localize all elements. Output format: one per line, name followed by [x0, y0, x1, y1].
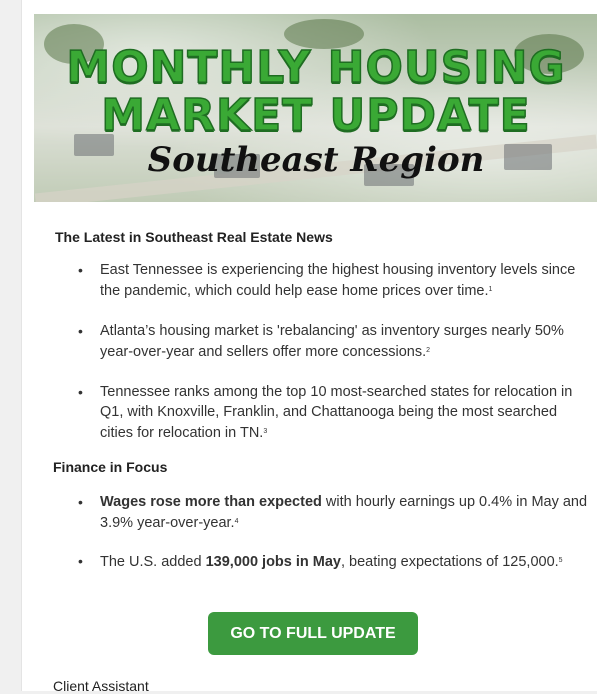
list-item-text: with hourly earnings up 0.4% in May and 3.9% year-over-year.	[100, 494, 588, 531]
footnote-ref: 4	[234, 518, 239, 525]
list-item-text: , beating expectations of 125,000.	[341, 554, 559, 570]
go-to-full-update-button[interactable]: GO TO FULL UPDATE	[208, 612, 418, 655]
footer-signature: Client Assistant	[53, 678, 149, 694]
news-list	[78, 260, 588, 463]
banner-title-line1: MONTHLY HOUSING	[66, 42, 566, 93]
section-heading-news: The Latest in Southeast Real Estate News	[55, 229, 333, 245]
list-item	[78, 492, 588, 533]
footnote-ref: 5	[558, 557, 563, 564]
footnote-ref: 1	[488, 286, 493, 293]
list-item-text: Tennessee ranks among the top 10 most-searched states for relocation in Q1, with Knoxville, Franklin, and Chattanooga being the most searched cities for relocation in TN.	[100, 384, 573, 441]
footnote-ref: 3	[263, 428, 268, 435]
section-heading-finance: Finance in Focus	[53, 459, 168, 475]
list-item	[78, 260, 588, 301]
list-item-text: Atlanta’s housing market is 'rebalancing' as inventory surges nearly 50% year-over-year and sellers offer more concessions.	[100, 323, 564, 360]
finance-list	[78, 492, 588, 590]
list-item	[78, 551, 588, 572]
list-item-prefix: The U.S. added	[100, 554, 206, 570]
list-item-bold: Wages rose more than expected	[100, 494, 322, 510]
banner-subtitle: Southeast Region	[147, 140, 485, 180]
header-banner-image	[34, 14, 597, 202]
banner-title-line2: MARKET UPDATE	[101, 90, 531, 141]
list-item	[78, 382, 588, 443]
list-item-text: East Tennessee is experiencing the highest housing inventory levels since the pandemic, which could help ease home prices over time.	[100, 262, 576, 299]
list-item	[78, 321, 588, 362]
footnote-ref: 2	[426, 347, 431, 354]
list-item-bold: 139,000 jobs in May	[205, 554, 341, 570]
email-card	[21, 0, 597, 694]
